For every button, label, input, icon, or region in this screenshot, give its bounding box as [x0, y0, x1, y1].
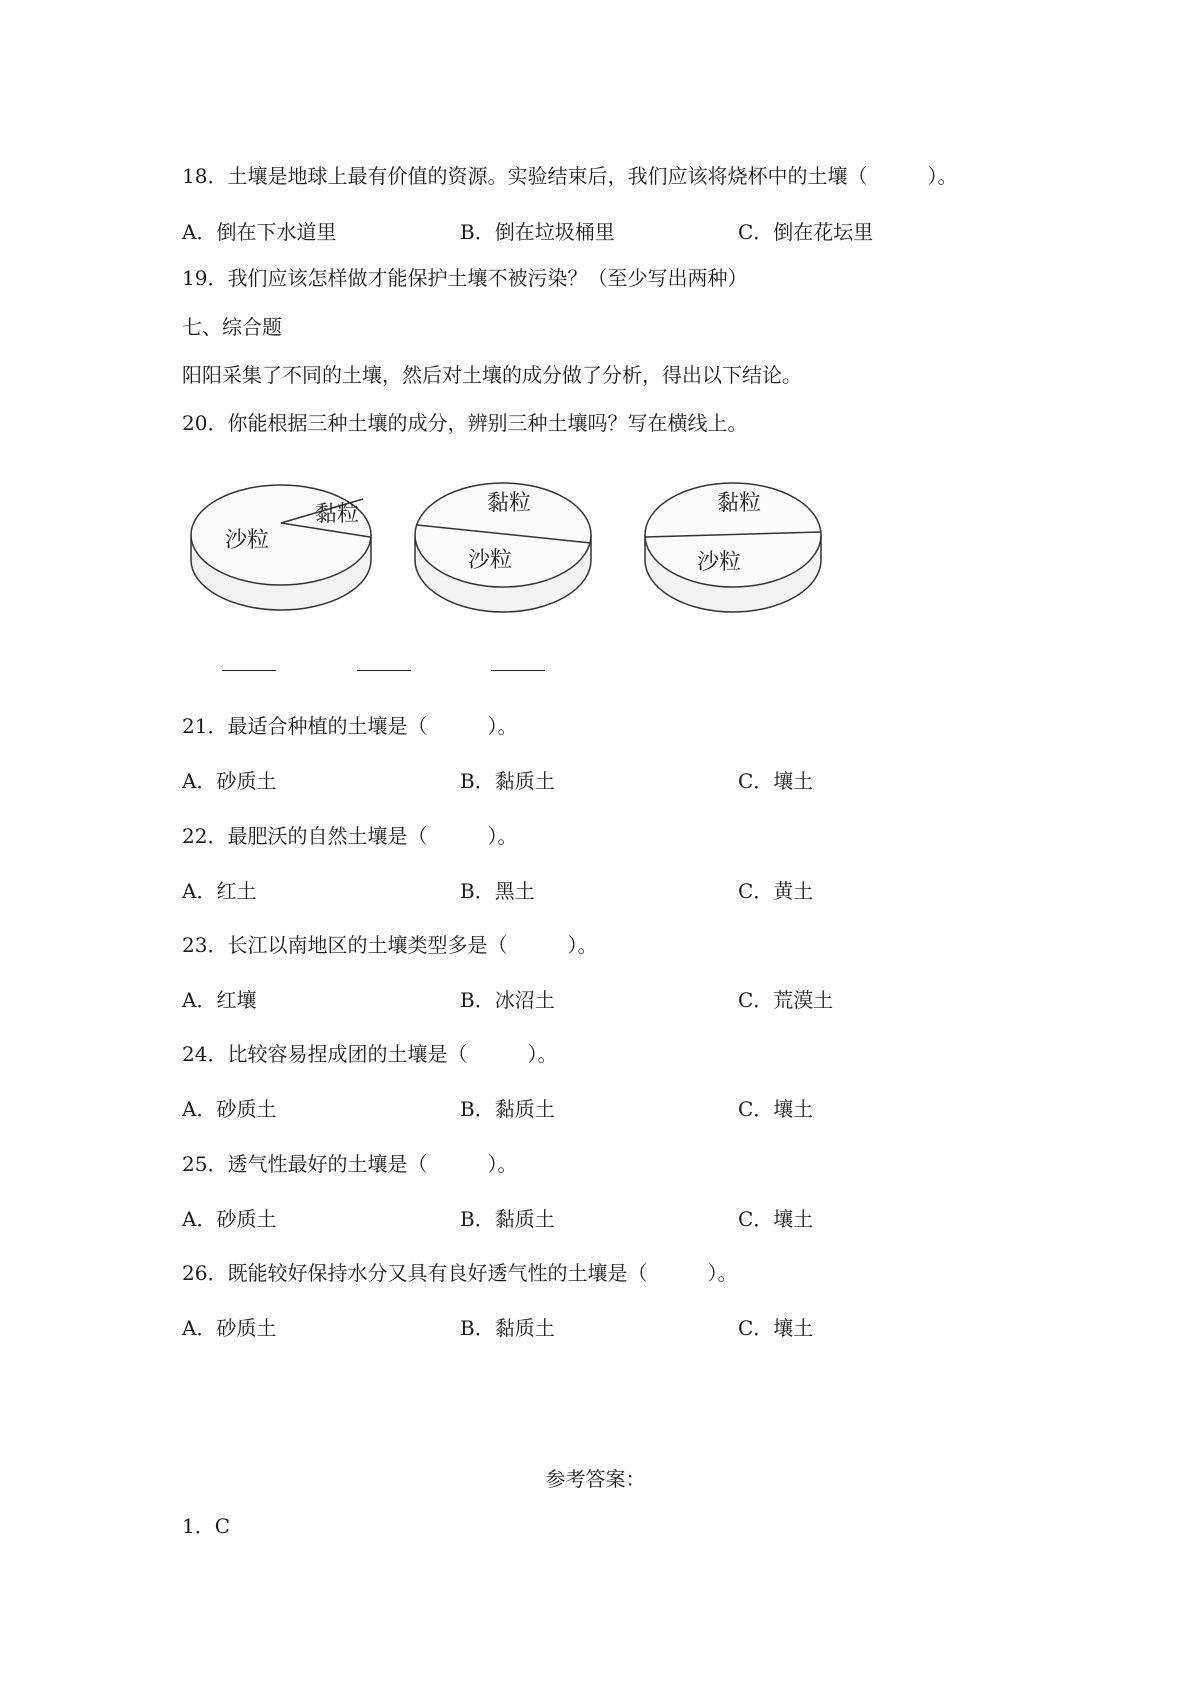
section-intro: 阳阳采集了不同的土壤，然后对土壤的成分做了分析，得出以下结论。 [182, 363, 802, 387]
pie-2-clay-label: 黏粒 [487, 491, 532, 516]
question-18-stem: 18．土壤是地球上最有价值的资源。实验结束后，我们应该将烧杯中的土壤（ ）。 [182, 164, 958, 188]
q18-option-b: B．倒在垃圾桶里 [460, 220, 615, 244]
question-20-stem: 20．你能根据三种土壤的成分，辨别三种土壤吗？写在横线上。 [182, 411, 748, 435]
q25-option-b: B．黏质土 [460, 1207, 555, 1231]
answer-blank-3[interactable] [491, 670, 545, 671]
answer-blank-2[interactable] [357, 670, 411, 671]
pie-3-sand-label: 沙粒 [697, 550, 742, 575]
q23-option-a: A．红壤 [182, 988, 257, 1012]
q24-option-a: A．砂质土 [182, 1097, 277, 1121]
q25-option-c: C．壤土 [738, 1207, 814, 1231]
answer-1: 1．C [182, 1514, 231, 1538]
q21-option-b: B．黏质土 [460, 769, 555, 793]
question-24-stem: 24．比较容易捏成团的土壤是（ ）。 [182, 1042, 558, 1066]
question-25-stem: 25．透气性最好的土壤是（ ）。 [182, 1152, 518, 1176]
q18-option-a: A．倒在下水道里 [182, 220, 337, 244]
q24-option-c: C．壤土 [738, 1097, 814, 1121]
pie-1-clay-label: 黏粒 [315, 502, 360, 527]
q23-option-c: C．荒漠土 [738, 988, 834, 1012]
q21-option-a: A．砂质土 [182, 769, 277, 793]
q22-option-a: A．红土 [182, 879, 257, 903]
pie-1 [191, 485, 371, 610]
pie-1-sand-label: 沙粒 [225, 528, 270, 553]
question-23-stem: 23．长江以南地区的土壤类型多是（ ）。 [182, 933, 598, 957]
question-19-stem: 19．我们应该怎样做才能保护土壤不被污染？（至少写出两种） [182, 266, 748, 290]
pie-2-sand-label: 沙粒 [468, 548, 513, 573]
q18-option-c: C．倒在花坛里 [738, 220, 874, 244]
pie-2 [415, 483, 591, 612]
q23-option-b: B．冰沼土 [460, 988, 555, 1012]
pie-3 [645, 483, 821, 612]
soil-composition-pies [185, 455, 855, 615]
pie-3-clay-label: 黏粒 [717, 491, 762, 516]
question-21-stem: 21．最适合种植的土壤是（ ）。 [182, 714, 518, 738]
q26-option-a: A．砂质土 [182, 1316, 277, 1340]
q24-option-b: B．黏质土 [460, 1097, 555, 1121]
q26-option-b: B．黏质土 [460, 1316, 555, 1340]
q22-option-b: B．黑土 [460, 879, 535, 903]
q25-option-a: A．砂质土 [182, 1207, 277, 1231]
question-26-stem: 26．既能较好保持水分又具有良好透气性的土壤是（ ）。 [182, 1261, 738, 1285]
q26-option-c: C．壤土 [738, 1316, 814, 1340]
answer-blank-1[interactable] [222, 670, 276, 671]
q22-option-c: C．黄土 [738, 879, 814, 903]
question-22-stem: 22．最肥沃的自然土壤是（ ）。 [182, 824, 518, 848]
q21-option-c: C．壤土 [738, 769, 814, 793]
answers-heading: 参考答案： [545, 1467, 646, 1491]
section-heading: 七、综合题 [182, 315, 282, 339]
